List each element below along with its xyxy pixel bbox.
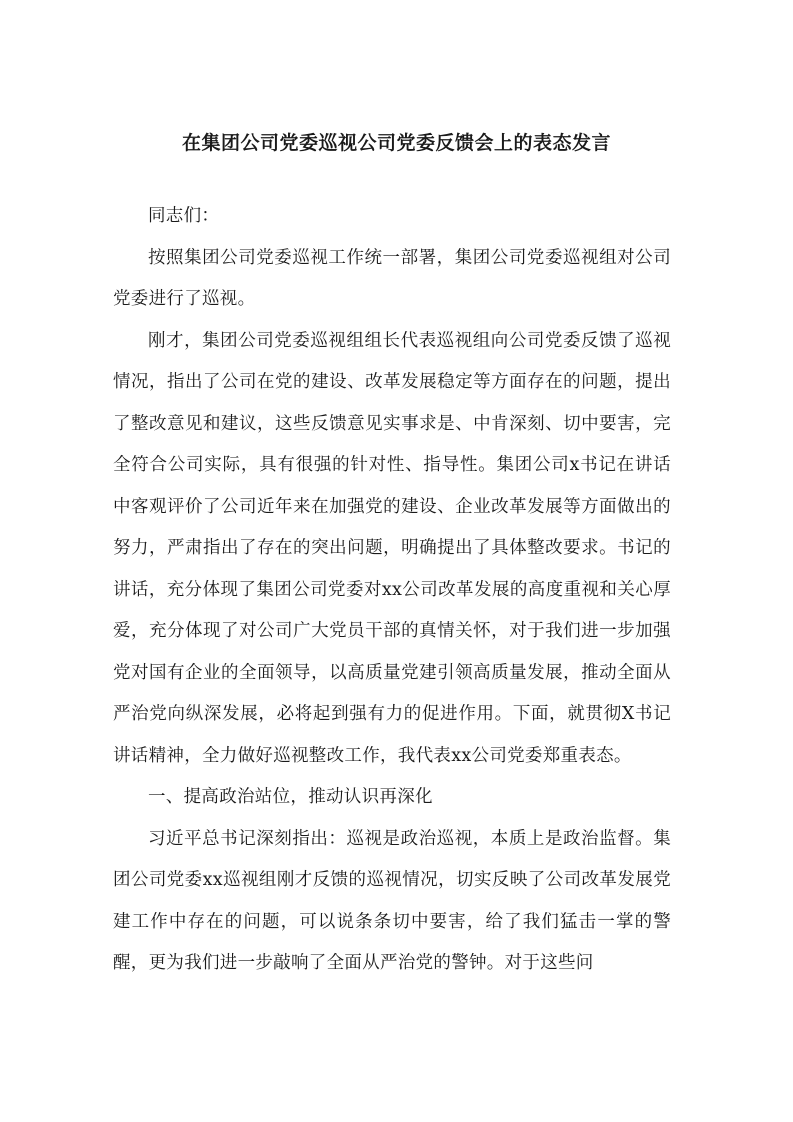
feedback-paragraph: 刚才，集团公司党委巡视组组长代表巡视组向公司党委反馈了巡视情况，指出了公司在党的建设、改革发展稳定等方面存在的问题，提出了整改意见和建议，这些反馈意见实事求是、中肯深刻、切中要害，完全符合公司实际，具有很强的针对性、指导性。集团公司x书记在讲话中客观评价了公司近年来在加强党的建设、企业改革发展等方面做出的努力，严肃指出了存在的突出问题，明确提出了具体整改要求。书记的讲话，充分体现了集团公司党委对xx公司改革发展的高度重视和关心厚爱，充分体现了对公司广大党员干部的真情关怀，对于我们进一步加强党对国有企业的全面领导，以高质量党建引领高质量发展，推动全面从严治党向纵深发展，必将起到强有力的促进作用。下面，就贯彻X书记讲话精神，全力做好巡视整改工作，我代表xx公司党委郑重表态。 bbox=[113, 330, 671, 766]
document-body bbox=[113, 196, 671, 985]
intro-paragraph: 按照集团公司党委巡视工作统一部署，集团公司党委巡视组对公司党委进行了巡视。 bbox=[113, 247, 671, 309]
section-heading-1: 一、提高政治站位，推动认识再深化 bbox=[148, 787, 433, 807]
salutation-paragraph: 同志们： bbox=[148, 206, 220, 226]
document-title: 在集团公司党委巡视公司党委反馈会上的表态发言 bbox=[181, 132, 611, 154]
section-1-paragraph: 习近平总书记深刻指出：巡视是政治巡视，本质上是政治监督。集团公司党委xx巡视组刚才反馈的巡视情况，切实反映了公司改革发展党建工作中存在的问题，可以说条条切中要害，给了我们猛击一掌的警醒，更为我们进一步敲响了全面从严治党的警钟。对于这些问 bbox=[113, 828, 671, 973]
